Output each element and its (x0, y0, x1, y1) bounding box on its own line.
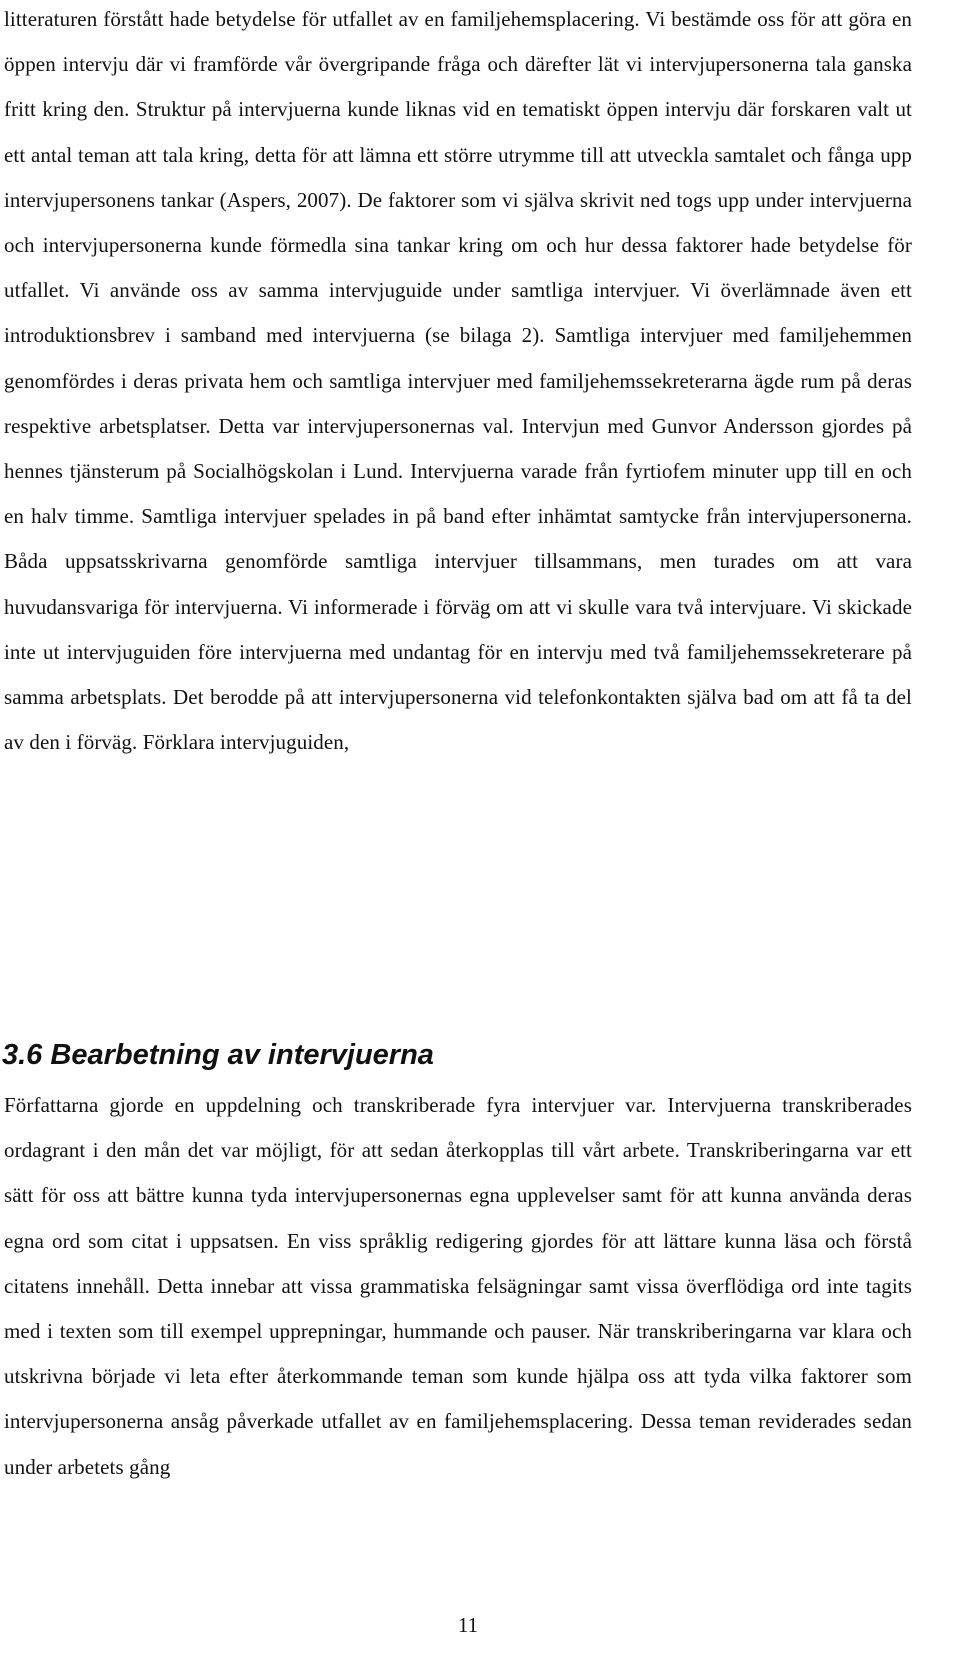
body-paragraph-interview-method: litteraturen förstått hade betydelse för utfallet av en familjehemsplacering. Vi bestämde oss för att göra en öppen intervju där vi framförde vår övergripande fråga och därefter lät vi intervjupersonerna tala ganska fritt kring den. Struktur på intervjuerna kunde liknas vid en tematiskt öppen intervju där forskaren valt ut ett antal teman att tala kring, detta för att lämna ett större utrymme till att utveckla samtalet och fånga upp intervjupersonens tankar (Aspers, 2007). De faktorer som vi själva skrivit ned togs upp under intervjuerna och intervjupersonerna kunde förmedla sina tankar kring om och hur dessa faktorer hade betydelse för utfallet. Vi använde oss av samma intervjuguide under samtliga intervjuer. Vi överlämnade även ett introduktionsbrev i samband med intervjuerna (se bilaga 2). Samtliga intervjuer med familjehemmen genomfördes i deras privata hem och samtliga intervjuer med familjehemssekreterarna ägde rum på deras respektive arbetsplatser. Detta var intervjupersonernas val. Intervjun med Gunvor Andersson gjordes på hennes tjänsterum på Socialhögskolan i Lund. Intervjuerna varade från fyrtiofem minuter upp till en och en halv timme. Samtliga intervjuer spelades in på band efter inhämtat samtycke från intervjupersonerna. Båda uppsatsskrivarna genomförde samtliga intervjuer tillsammans, men turades om att vara huvudansvariga för intervjuerna. Vi informerade i förväg om att vi skulle vara två intervjuare. Vi skickade inte ut intervjuguiden före intervjuerna med undantag för en intervju med två familjehemssekreterare på samma arbetsplats. Det berodde på att intervjupersonerna vid telefonkontakten själva bad om att få ta del av den i förväg. Förklara intervjuguiden, (4, 7, 912, 755)
page-number: 11 (457, 1613, 479, 1637)
section-heading: 3.6 Bearbetning av intervjuerna (2, 1039, 434, 1071)
body-paragraph-transcription: Författarna gjorde en uppdelning och transkriberade fyra intervjuer var. Intervjuerna transkriberades ordagrant i den mån det var möjligt, för att sedan återkopplas till vårt arbete. Transkriberingarna var ett sätt för oss att bättre kunna tyda intervjupersonernas egna upplevelser samt för att kunna använda deras egna ord som citat i uppsatsen. En viss språklig redigering gjordes för att lättare kunna läsa och förstå citatens innehåll. Detta innebar att vissa grammatiska felsägningar samt vissa överflödiga ord inte tagits med i texten som till exempel upprepningar, hummande och pauser. När transkriberingarna var klara och utskrivna började vi leta efter återkommande teman som kunde hjälpa oss att tyda vilka faktorer som intervjupersonerna ansåg påverkade utfallet av en familjehemsplacering. Dessa teman reviderades sedan under arbetets gång (4, 1093, 912, 1479)
